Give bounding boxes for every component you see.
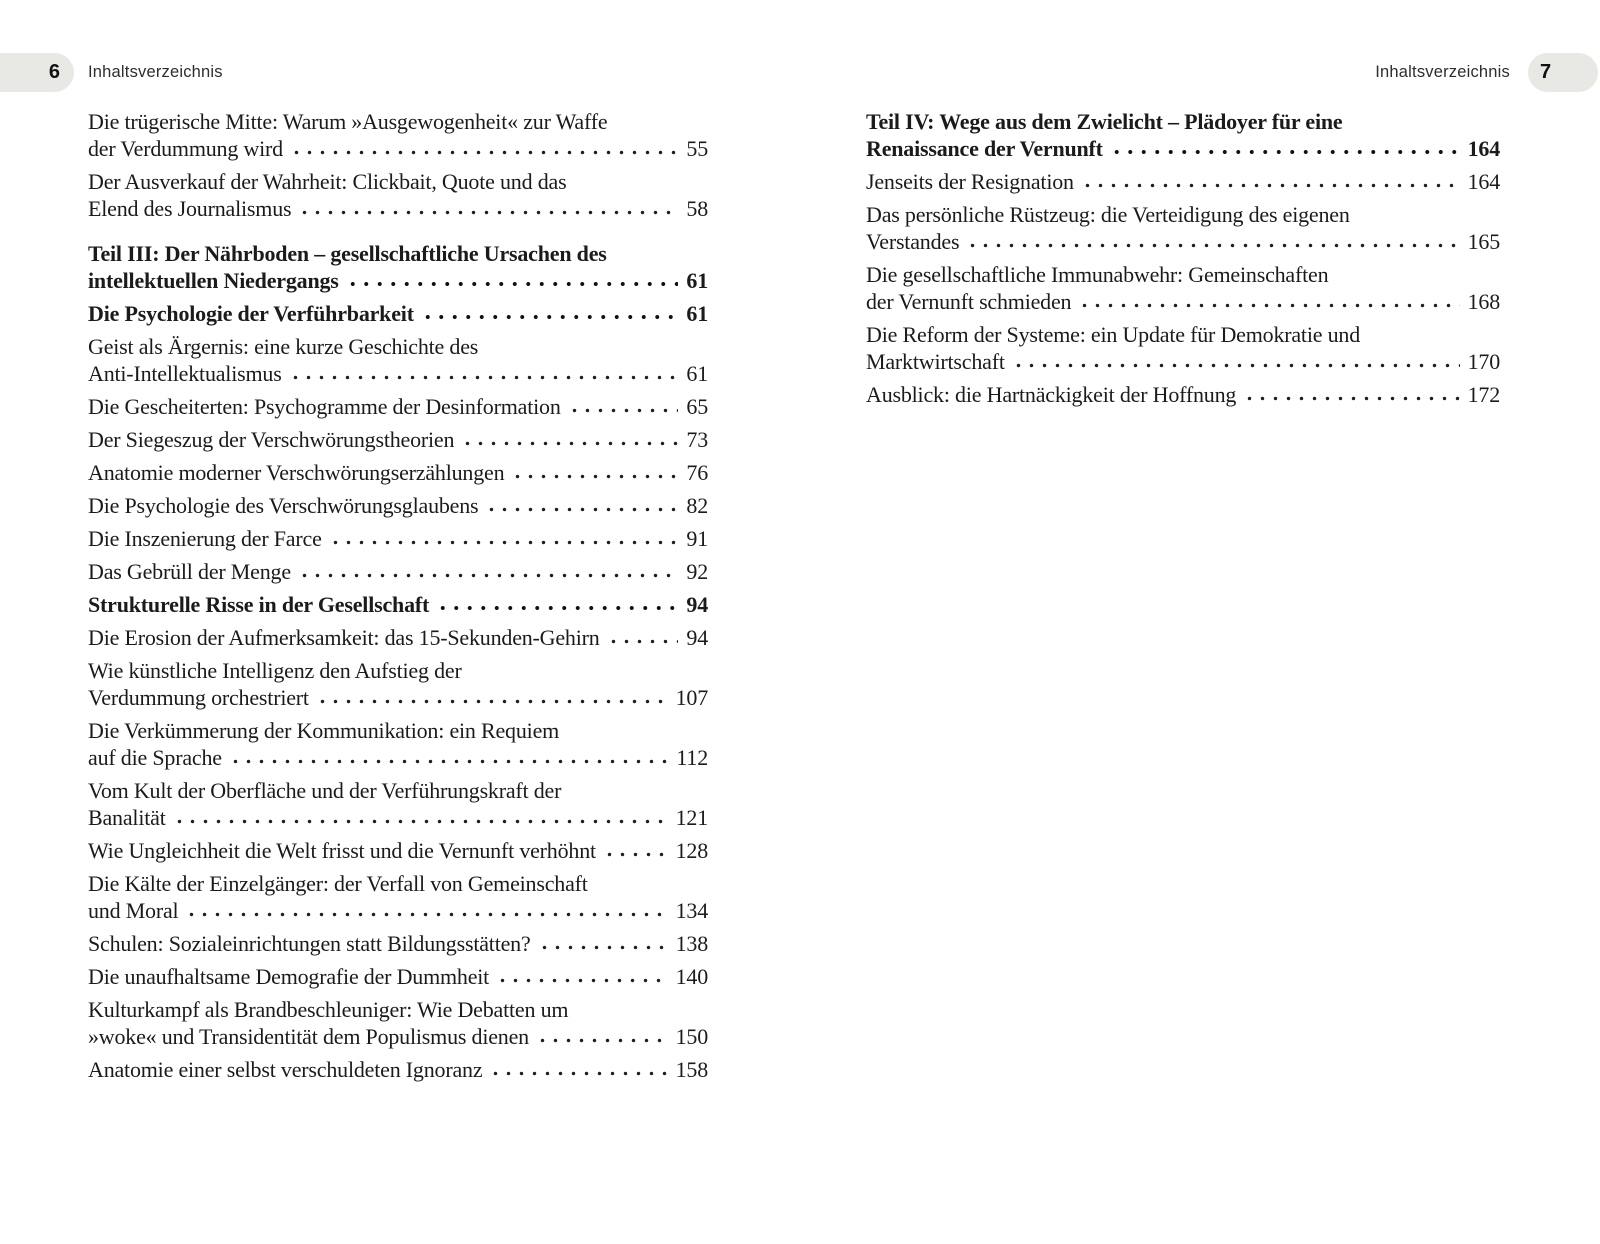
toc-entry-row bbox=[88, 837, 708, 864]
toc-entry bbox=[88, 963, 708, 990]
toc-page-number: 112 bbox=[676, 745, 708, 770]
toc-entry-row bbox=[88, 624, 708, 651]
dot-leader bbox=[568, 395, 679, 414]
dot-leader bbox=[436, 593, 678, 612]
toc-page-number: 165 bbox=[1467, 229, 1500, 254]
toc-entry-text: Das Gebrüll der Menge bbox=[88, 559, 291, 584]
toc-page-number: 58 bbox=[686, 196, 708, 221]
toc-entry bbox=[88, 108, 708, 162]
dot-leader bbox=[173, 806, 668, 825]
toc-entry-text: Verdummung orchestriert bbox=[88, 685, 309, 710]
toc-entry-text: »woke« und Transidentität dem Populismus dienen bbox=[88, 1024, 529, 1049]
toc-entry-line: Die Reform der Systeme: ein Update für Demokratie und bbox=[866, 322, 1361, 347]
toc-entry-text: Jenseits der Resignation bbox=[866, 169, 1074, 194]
toc-entry bbox=[866, 321, 1500, 375]
dot-leader bbox=[511, 461, 678, 480]
toc-entry-row bbox=[88, 897, 708, 924]
toc-page-number: 55 bbox=[686, 136, 708, 161]
toc-entry bbox=[88, 624, 708, 651]
toc-entry-row bbox=[866, 168, 1500, 195]
toc-entry bbox=[88, 996, 708, 1050]
toc-entry-row bbox=[88, 195, 708, 222]
toc-entry-line: Wie künstliche Intelligenz den Aufstieg der bbox=[88, 658, 462, 683]
toc-entry-text: Schulen: Sozialeinrichtungen statt Bildungsstätten? bbox=[88, 931, 531, 956]
toc-entry-text: Wie Ungleichheit die Welt frisst und die Vernunft verhöhnt bbox=[88, 838, 596, 863]
toc-column-left bbox=[88, 108, 708, 1089]
dot-leader bbox=[1110, 137, 1460, 156]
toc-entry-row bbox=[88, 1023, 708, 1050]
toc-entry-line: Die trügerische Mitte: Warum »Ausgewogenheit« zur Waffe bbox=[88, 109, 608, 134]
page-number-right: 7 bbox=[1540, 61, 1552, 83]
toc-page-number: 61 bbox=[686, 301, 708, 326]
toc-entry-row bbox=[88, 525, 708, 552]
toc-entry-row bbox=[88, 267, 708, 294]
dot-leader bbox=[496, 965, 667, 984]
toc-entry bbox=[88, 870, 708, 924]
toc-entry-text: Renaissance der Vernunft bbox=[866, 136, 1103, 161]
toc-entry-line: Teil IV: Wege aus dem Zwielicht – Plädoyer für eine bbox=[866, 109, 1343, 134]
toc-entry-line: Die Kälte der Einzelgänger: der Verfall von Gemeinschaft bbox=[88, 871, 588, 896]
toc-page-number: 76 bbox=[686, 460, 708, 485]
toc-page-number: 91 bbox=[686, 526, 708, 551]
toc-entry-text: Die Inszenierung der Farce bbox=[88, 526, 322, 551]
toc-entry-row bbox=[866, 228, 1500, 255]
toc-entry-text: intellektuellen Niedergangs bbox=[88, 268, 339, 293]
toc-page-number: 94 bbox=[686, 592, 708, 617]
toc-entry bbox=[88, 426, 708, 453]
dot-leader bbox=[329, 527, 679, 546]
toc-entry-line: Teil III: Der Nährboden – gesellschaftliche Ursachen des bbox=[88, 241, 607, 266]
dot-leader bbox=[966, 230, 1459, 249]
toc-page-number: 168 bbox=[1467, 289, 1500, 314]
toc-entry-row bbox=[866, 135, 1500, 162]
toc-entry bbox=[866, 381, 1500, 408]
toc-entry bbox=[88, 240, 708, 294]
dot-leader bbox=[185, 899, 667, 918]
toc-entry-text: Marktwirtschaft bbox=[866, 349, 1005, 374]
toc-entry-row bbox=[88, 684, 708, 711]
toc-entry-text: Die Erosion der Aufmerksamkeit: das 15-Sekunden-Gehirn bbox=[88, 625, 600, 650]
toc-entry-row bbox=[88, 426, 708, 453]
toc-entry-line: Vom Kult der Oberfläche und der Verführungskraft der bbox=[88, 778, 562, 803]
dot-leader bbox=[536, 1025, 668, 1044]
dot-leader bbox=[485, 494, 678, 513]
toc-entry-text: Strukturelle Risse in der Gesellschaft bbox=[88, 592, 430, 617]
toc-entry-line: Die Verkümmerung der Kommunikation: ein Requiem bbox=[88, 718, 560, 743]
toc-page-number: 128 bbox=[675, 838, 708, 863]
toc-entry bbox=[88, 717, 708, 771]
dot-leader bbox=[1081, 170, 1460, 189]
toc-entry-line: Kulturkampf als Brandbeschleuniger: Wie Debatten um bbox=[88, 997, 569, 1022]
toc-page-number: 150 bbox=[675, 1024, 708, 1049]
toc-entry bbox=[88, 393, 708, 420]
toc-page-number: 92 bbox=[686, 559, 708, 584]
toc-entry bbox=[88, 333, 708, 387]
toc-entry-row bbox=[88, 393, 708, 420]
toc-entry-text: der Vernunft schmieden bbox=[866, 289, 1072, 314]
toc-page-number: 172 bbox=[1467, 382, 1500, 407]
dot-leader bbox=[346, 269, 679, 288]
toc-column-right bbox=[866, 108, 1500, 414]
toc-entry bbox=[88, 777, 708, 831]
toc-entry-row bbox=[866, 348, 1500, 375]
toc-entry bbox=[88, 657, 708, 711]
toc-page-number: 134 bbox=[675, 898, 708, 923]
dot-leader bbox=[603, 839, 668, 858]
toc-page-number: 121 bbox=[675, 805, 708, 830]
dot-leader bbox=[538, 932, 668, 951]
dot-leader bbox=[316, 686, 668, 705]
page-number-tab-left bbox=[0, 53, 74, 92]
toc-entry-row bbox=[866, 288, 1500, 315]
toc-entry bbox=[88, 1056, 708, 1083]
dot-leader bbox=[289, 362, 679, 381]
toc-entry-row bbox=[88, 744, 708, 771]
toc-entry bbox=[88, 300, 708, 327]
toc-entry bbox=[88, 558, 708, 585]
toc-page-number: 164 bbox=[1467, 169, 1500, 194]
toc-entry-row bbox=[88, 930, 708, 957]
dot-leader bbox=[1078, 290, 1459, 309]
toc-entry bbox=[866, 261, 1500, 315]
dot-leader bbox=[461, 428, 678, 447]
toc-entry-text: Anti-Intellektualismus bbox=[88, 361, 282, 386]
toc-entry-row bbox=[88, 804, 708, 831]
toc-page-number: 138 bbox=[675, 931, 708, 956]
toc-entry-text: Elend des Journalismus bbox=[88, 196, 292, 221]
toc-entry-row bbox=[88, 300, 708, 327]
running-header-right: Inhaltsverzeichnis bbox=[1375, 63, 1510, 81]
toc-page-number: 61 bbox=[686, 361, 708, 386]
toc-page-number: 61 bbox=[686, 268, 708, 293]
toc-entry-row bbox=[866, 381, 1500, 408]
toc-page-number: 65 bbox=[686, 394, 708, 419]
toc-entry-text: Banalität bbox=[88, 805, 166, 830]
toc-entry-line: Die gesellschaftliche Immunabwehr: Gemeinschaften bbox=[866, 262, 1329, 287]
toc-entry bbox=[88, 492, 708, 519]
toc-entry-text: auf die Sprache bbox=[88, 745, 222, 770]
dot-leader bbox=[298, 560, 678, 579]
toc-page-number: 107 bbox=[675, 685, 708, 710]
toc-entry-text: Ausblick: die Hartnäckigkeit der Hoffnung bbox=[866, 382, 1237, 407]
toc-entry-row bbox=[88, 591, 708, 618]
toc-entry-text: Die Psychologie der Verführbarkeit bbox=[88, 301, 414, 326]
toc-page-number: 164 bbox=[1467, 136, 1500, 161]
toc-entry bbox=[88, 459, 708, 486]
page-number-left: 6 bbox=[48, 61, 60, 83]
running-header-left: Inhaltsverzeichnis bbox=[88, 63, 223, 81]
dot-leader bbox=[1012, 350, 1460, 369]
toc-entry-text: Die Gescheiterten: Psychogramme der Desinformation bbox=[88, 394, 561, 419]
toc-entry-row bbox=[88, 492, 708, 519]
dot-leader bbox=[290, 137, 678, 156]
toc-entry-row bbox=[88, 459, 708, 486]
toc-entry bbox=[88, 525, 708, 552]
toc-entry-line: Der Ausverkauf der Wahrheit: Clickbait, Quote und das bbox=[88, 169, 567, 194]
toc-page-number: 94 bbox=[686, 625, 708, 650]
toc-entry-row bbox=[88, 963, 708, 990]
toc-entry-text: Anatomie einer selbst verschuldeten Ignoranz bbox=[88, 1057, 483, 1082]
toc-entry bbox=[866, 108, 1500, 162]
toc-entry-row bbox=[88, 135, 708, 162]
toc-entry-text: Der Siegeszug der Verschwörungstheorien bbox=[88, 427, 455, 452]
dot-leader bbox=[421, 302, 679, 321]
dot-leader bbox=[229, 746, 669, 765]
toc-entry-text: der Verdummung wird bbox=[88, 136, 283, 161]
dot-leader bbox=[298, 197, 678, 216]
toc-entry bbox=[866, 168, 1500, 195]
toc-entry-line: Das persönliche Rüstzeug: die Verteidigung des eigenen bbox=[866, 202, 1350, 227]
toc-entry-text: Verstandes bbox=[866, 229, 960, 254]
toc-entry-row bbox=[88, 558, 708, 585]
dot-leader bbox=[1243, 383, 1459, 402]
toc-entry bbox=[88, 168, 708, 222]
toc-page-number: 170 bbox=[1467, 349, 1500, 374]
toc-page-number: 140 bbox=[675, 964, 708, 989]
toc-entry-row bbox=[88, 1056, 708, 1083]
toc-entry-text: und Moral bbox=[88, 898, 179, 923]
toc-entry bbox=[88, 591, 708, 618]
toc-entry-text: Die Psychologie des Verschwörungsglaubens bbox=[88, 493, 479, 518]
toc-page-number: 158 bbox=[675, 1057, 708, 1082]
toc-entry bbox=[88, 930, 708, 957]
dot-leader bbox=[607, 626, 679, 645]
toc-entry bbox=[88, 837, 708, 864]
page-number-tab-right bbox=[1528, 53, 1598, 92]
toc-page-number: 82 bbox=[686, 493, 708, 518]
toc-entry-row bbox=[88, 360, 708, 387]
dot-leader bbox=[489, 1058, 667, 1077]
toc-entry bbox=[866, 201, 1500, 255]
toc-entry-text: Die unaufhaltsame Demografie der Dummheit bbox=[88, 964, 490, 989]
toc-entry-line: Geist als Ärgernis: eine kurze Geschichte des bbox=[88, 334, 479, 359]
toc-page-number: 73 bbox=[686, 427, 708, 452]
toc-entry-text: Anatomie moderner Verschwörungserzählungen bbox=[88, 460, 505, 485]
